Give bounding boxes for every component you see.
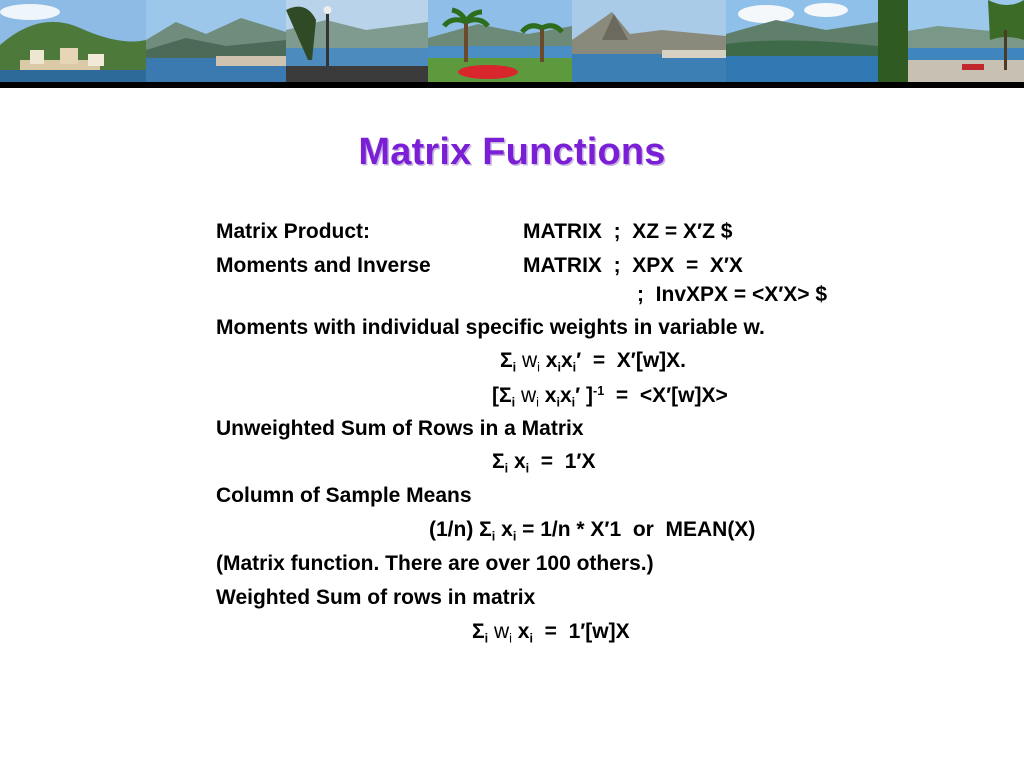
photo-banner (0, 0, 1024, 82)
matrix-product-label: Matrix Product: (216, 220, 371, 243)
lake-valley-photo (726, 0, 878, 82)
moments-inverse-label: Moments and Inverse (216, 254, 431, 277)
palm-garden-photo (428, 0, 572, 82)
sigma-symbol: Σ (492, 450, 505, 473)
unweighted-sum-heading: Unweighted Sum of Rows in a Matrix (216, 417, 584, 440)
unweighted-sum-equation: $\Sigma_i$ $x_i = 1'X$ (492, 450, 596, 476)
mountain-lake-town-photo (146, 0, 286, 82)
weighted-moments-equation: $\Sigma_i$ $w_i$ $x_ix_i' = X'[w]X$. (500, 349, 687, 375)
sample-means-heading: Column of Sample Means (216, 484, 472, 507)
lake-mountain-peak-photo (572, 0, 726, 82)
banner-divider (0, 82, 1024, 88)
sigma-symbol: Σ (499, 384, 512, 407)
matrix-product-command: MATRIX ; XZ = X′Z $ (523, 220, 733, 243)
waterfront-park-photo (878, 0, 1024, 82)
weights-heading: Moments with individual specific weights in variable w. (216, 316, 765, 339)
matrix-function-note: (Matrix function. There are over 100 others.) (216, 552, 654, 575)
hillside-village-photo (0, 0, 146, 82)
sigma-symbol: Σ (479, 518, 492, 541)
sigma-symbol: Σ (472, 620, 485, 643)
weighted-sum-heading: Weighted Sum of rows in matrix (216, 586, 536, 609)
slide-title: Matrix Functions (358, 131, 666, 173)
lakeside-promenade-photo (286, 0, 428, 82)
sigma-symbol: Σ (500, 349, 513, 372)
moments-inverse-command-continued: ; InvXPX = <X′X> $ (637, 283, 828, 306)
weighted-sum-equation: $\Sigma_i$ $w_i$ $x_i = 1'[w]X$ (472, 620, 630, 646)
sample-means-equation: (1/n) $\Sigma_i$ $x_i = 1/n * X'1$ or MEAN(X) (429, 518, 756, 544)
moments-inverse-command: MATRIX ; XPX = X′X (523, 254, 743, 277)
weighted-inverse-equation: [$\Sigma_i$ $w_i$ $x_ix_i'$ ]$^{-1}$ = <X′[w]X> (492, 384, 728, 410)
